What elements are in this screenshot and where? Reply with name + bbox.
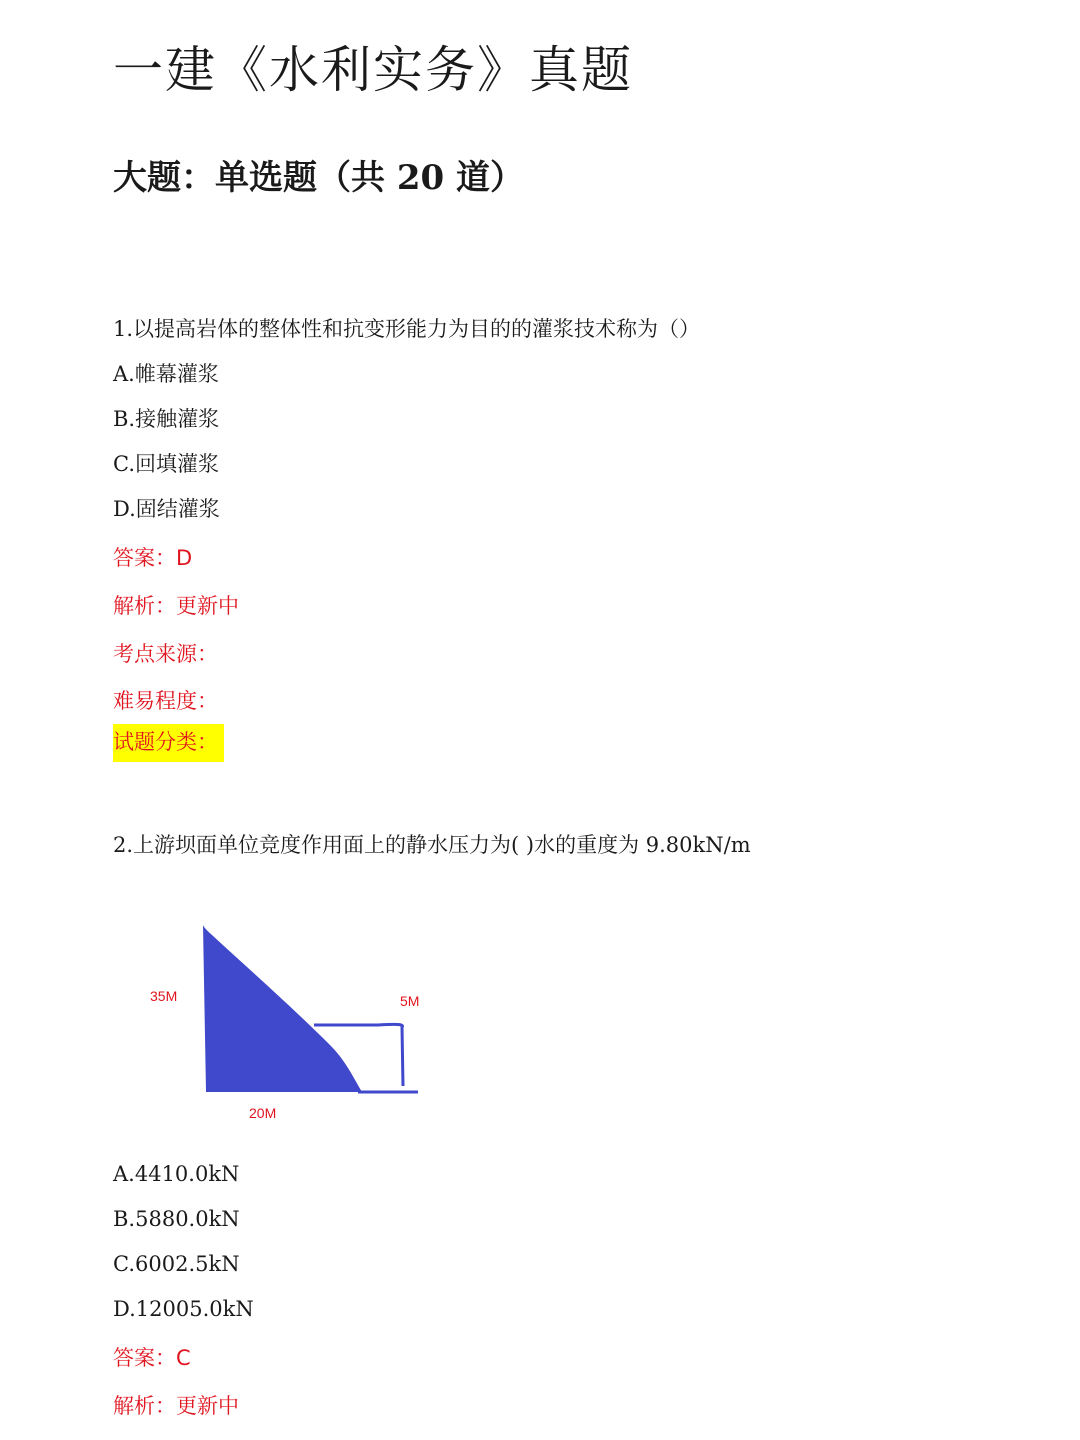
dam-water-pressure-shape: [203, 925, 362, 1092]
base-width-label: 20M: [249, 1105, 277, 1121]
question-2-stem: 2.上游坝面单位竞度作用面上的静水压力为( )水的重度为 9.80kN/m: [113, 833, 751, 857]
question-1-source: 考点来源：: [113, 642, 218, 666]
height-label: 35M: [150, 988, 178, 1004]
question-1-option-a: A.帷幕灌浆: [113, 362, 219, 386]
question-2-option-d: D.12005.0kN: [113, 1297, 254, 1321]
question-1-option-b: B.接触灌浆: [113, 407, 220, 431]
question-2-option-a: A.4410.0kN: [113, 1162, 240, 1186]
dam-cross-section-figure: [140, 905, 440, 1135]
question-1-answer: 答案：D: [113, 546, 193, 570]
tailwater-label: 5M: [400, 993, 420, 1009]
question-1-stem: 1.以提高岩体的整体性和抗变形能力为目的的灌浆技术称为（）: [113, 317, 701, 341]
question-1-option-d: D.固结灌浆: [113, 497, 220, 521]
document-title: 一建《水利实务》真题: [113, 41, 633, 99]
question-2-option-b: B.5880.0kN: [113, 1207, 240, 1231]
question-1-analysis: 解析：更新中: [113, 594, 239, 618]
question-1-difficulty: 难易程度：: [113, 689, 218, 713]
highlighted-category-label: 试题分类：: [113, 724, 224, 762]
question-2-analysis: 解析：更新中: [113, 1394, 239, 1418]
question-2-answer: 答案：C: [113, 1346, 191, 1370]
question-2-option-c: C.6002.5kN: [113, 1252, 240, 1276]
question-1-option-c: C.回填灌浆: [113, 452, 219, 476]
question-1-category: [113, 726, 224, 756]
section-title: 大题：单选题（共 20 道）: [113, 158, 524, 198]
